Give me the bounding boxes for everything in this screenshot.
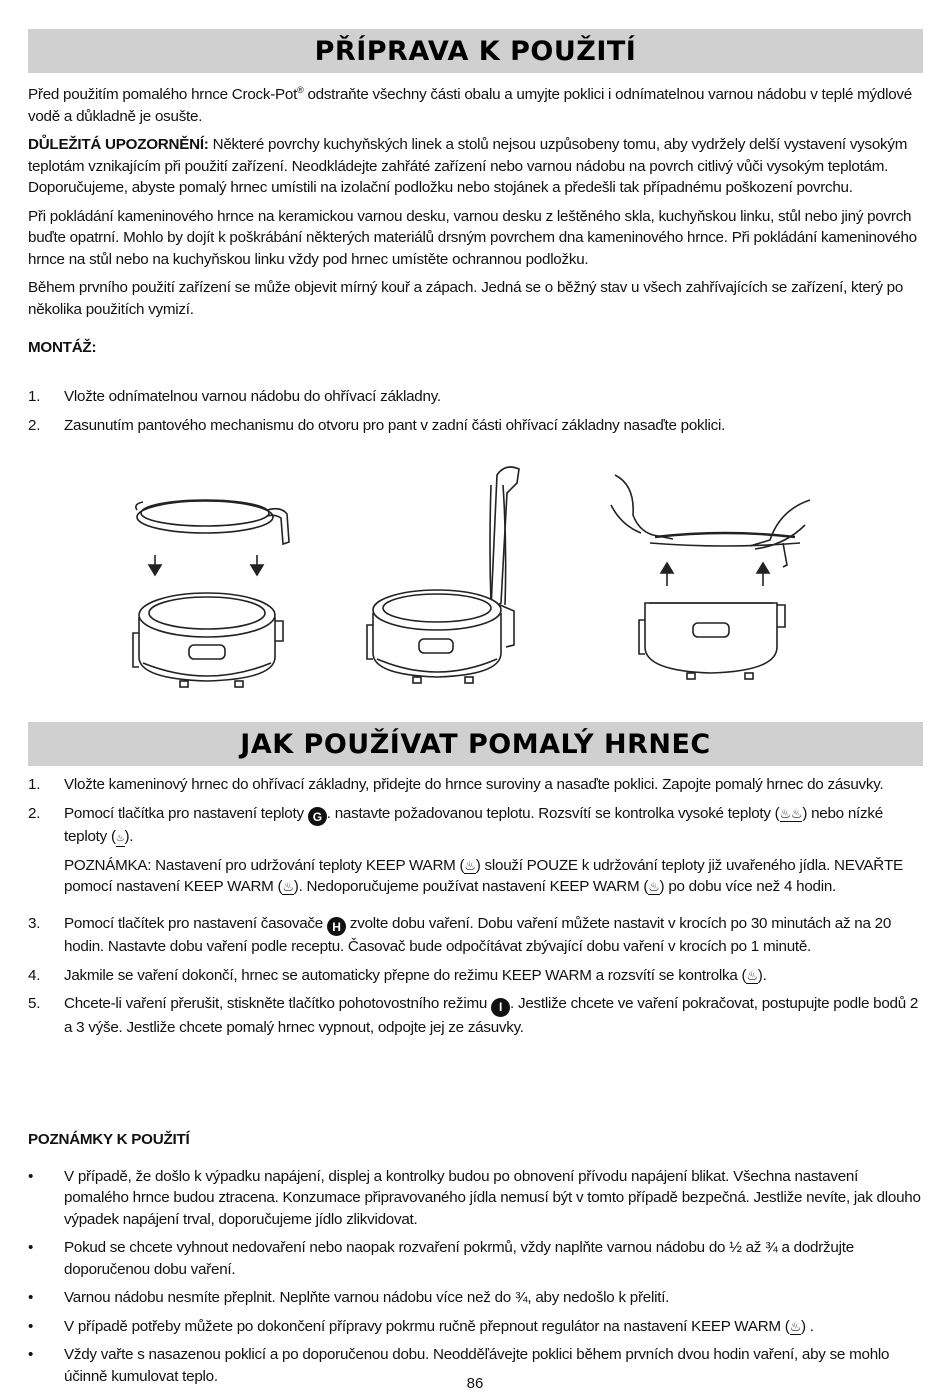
step-number: 1. — [28, 776, 41, 793]
page-number: 86 — [466, 1375, 484, 1392]
step-text: Jakmile se vaření dokončí, hrnec se automaticky přepne do režimu KEEP WARM a rozsvítí se kontrolka ( — [64, 966, 747, 984]
step-text: Zasunutím pantového mechanismu do otvoru pro pant v zadní části ohřívací základny nasaďte poklici. — [64, 416, 726, 434]
intro-text-b: odstraňte všechny části obalu a umyjte poklici i odnímatelnou varnou nádobu v teplé mýdlové vodě a důkladně je osušte. — [28, 86, 912, 125]
note-text: ) slouží POUZE k udržování teploty již uvařeného jídla. NEVAŘTE pomocí nastavení KEEP WARM ( — [64, 856, 903, 895]
bullet-text: V případě, že došlo k výpadku napájení, displej a kontrolky budou po obnovení přívodu napájení blikat. Všechna nastavení pomalého hrnce budou ztracena. Konzumace připravovaného jídla nemusí být v tomto případě bezpečná. Jestliže nevíte, jak dlouho výpadek napájení trval, doporučujeme jídlo zlikvidovat. — [64, 1167, 921, 1228]
step-number: 2. — [28, 416, 41, 434]
keep-warm-icon: ♨ — [464, 857, 476, 873]
step-text: Chcete-li vaření přerušit, stiskněte tlačítko pohotovostního režimu — [64, 995, 492, 1013]
section1-body — [28, 80, 923, 359]
step-number: 4. — [28, 966, 41, 984]
high-heat-icon: ♨♨ — [779, 805, 803, 821]
bullet-text: ) . — [801, 1317, 814, 1335]
keep-warm-note — [28, 855, 923, 898]
bullet-mark: • — [28, 1317, 34, 1335]
step-number: 3. — [28, 914, 41, 932]
note-bullet — [28, 1237, 923, 1280]
illustration-lid-removal — [605, 455, 820, 700]
low-heat-icon: ♨ — [116, 832, 125, 847]
assembly-step — [28, 415, 923, 437]
intro-text-a: Před použitím pomalého hrnce Crock-Pot — [28, 86, 298, 104]
step-text: . Jestliže chcete ve vaření pokračovat, postupujte podle bodů 2 a 3 výše. Jestliže chcete pomalý hrnec vypnout, odpojte jej ze zásuvky. — [64, 995, 919, 1036]
note-text: POZNÁMKA: Nastavení pro udržování teploty KEEP WARM ( — [64, 856, 465, 874]
usage-step-1 — [28, 774, 923, 796]
keep-warm-icon: ♨ — [648, 879, 660, 894]
section-title-preparation: PŘÍPRAVA K POUŽITÍ — [28, 29, 923, 73]
step-text: . nastavte požadovanou teplotu. Rozsvítí se kontrolka vysoké teploty ( — [326, 804, 780, 822]
keep-warm-icon: ♨ — [789, 1318, 801, 1334]
assembly-list — [28, 386, 923, 436]
keep-warm-icon: ♨ — [282, 879, 294, 894]
step-text: Pomocí tlačítka pro nastavení teploty — [64, 804, 308, 822]
step-number: 2. — [28, 804, 41, 822]
step-text: ). — [124, 828, 134, 845]
step-text: Pomocí tlačítek pro nastavení časovače — [64, 914, 327, 932]
bullet-text: Pokud se chcete vyhnout nedovaření nebo naopak rozvaření pokrmů, vždy naplňte varnou nádobu do ½ až ¾ a dodržujte doporučenou dobu vaření. — [64, 1239, 854, 1278]
bullet-text: Varnou nádobu nesmíte přeplnit. Neplňte varnou nádobu více než do ¾, aby nedošlo k přelití. — [64, 1289, 670, 1307]
ceramic-paragraph: Při pokládání kameninového hrnce na keramickou varnou desku, varnou desku z leštěného skla, kuchyňskou linku, stůl nebo jiný povrch buďte opatrní. Mohlo by dojít k poškrábání některých materiálů drsným povrchem dna kameninového hrnce. Při pokládání kameninového hrnce na stůl nebo na kuchyňskou linku vždy pod hrnec umístěte ochrannou podložku. — [28, 207, 917, 268]
usage-step-4 — [28, 965, 923, 987]
note-bullet — [28, 1316, 923, 1338]
note-text: ) po dobu více než 4 hodin. — [659, 878, 837, 895]
note-bullet — [28, 1166, 923, 1231]
section-title-usage: JAK POUŽÍVAT POMALÝ HRNEC — [28, 722, 923, 766]
illustration-hinged-lid — [365, 455, 540, 700]
step-text: ). — [757, 966, 767, 984]
bullet-mark: • — [28, 1289, 34, 1307]
standby-button-badge: I — [491, 998, 510, 1017]
step-text: Vložte odnímatelnou varnou nádobu do ohřívací základny. — [64, 388, 441, 405]
intro-paragraph — [28, 80, 923, 127]
step-text: Vložte kameninový hrnec do ohřívací základny, přidejte do hrnce suroviny a nasaďte poklici. Zapojte pomalý hrnec do zásuvky. — [64, 776, 884, 793]
bullet-text: V případě potřeby můžete po dokončení přípravy pokrmu ručně přepnout regulátor na nastavení KEEP WARM ( — [64, 1317, 790, 1335]
assembly-heading: MONTÁŽ: — [28, 339, 97, 357]
temperature-button-badge: G — [308, 807, 327, 826]
illustration-lid-placement — [125, 455, 305, 700]
step-text: ) nebo nízké teploty ( — [64, 804, 883, 845]
warning-paragraph — [28, 134, 923, 199]
smoke-paragraph: Během prvního použití zařízení se může objevit mírný kouř a zápach. Jedná se o běžný stav u všech zahřívajících se zařízení, který po několika použitích vymizí. — [28, 279, 904, 318]
usage-step-5 — [28, 993, 923, 1038]
registered-mark: ® — [297, 85, 304, 95]
bullet-text: Vždy vařte s nasazenou poklicí a po doporučenou dobu. Neodděľávejte poklici během prvních dvou hodin vaření, aby se mohlo účinně kumulovat teplo. — [64, 1346, 890, 1385]
bullet-mark: • — [28, 1167, 34, 1185]
warning-label: DŮLEŽITÁ UPOZORNĚNÍ: — [28, 136, 209, 154]
usage-step-3 — [28, 913, 923, 958]
usage-step-2 — [28, 803, 923, 848]
note-text: ). Nedoporučujeme používat nastavení KEEP WARM ( — [293, 878, 649, 895]
usage-notes-heading: POZNÁMKY K POUŽITÍ — [28, 1131, 190, 1149]
keep-warm-icon: ♨ — [746, 967, 758, 983]
warning-text: Některé povrchy kuchyňských linek a stolů nejsou uzpůsobeny tomu, aby vydržely delší vystavení vysokým teplotám vznikajícím při použití zařízení. Neodkládejte zahřáté zařízení nebo varnou nádobu na povrch citlivý vůči vysokým teplotám. Doporučujeme, abyste pomalý hrnec umístili na izolační podložku nebo stojánek a předešli tak případnému poškození povrchu. — [28, 136, 908, 197]
bullet-mark: • — [28, 1239, 34, 1257]
timer-button-badge: H — [327, 917, 346, 936]
note-bullet — [28, 1287, 923, 1309]
step-number: 5. — [28, 995, 41, 1013]
step-number: 1. — [28, 388, 41, 405]
usage-notes — [28, 1114, 923, 1387]
assembly-step — [28, 386, 923, 408]
bullet-mark: • — [28, 1346, 34, 1364]
usage-steps-list — [28, 774, 923, 1038]
step-text: zvolte dobu vaření. Dobu vaření můžete nastavit v krocích po 30 minutách až na 20 hodin. Nastavte dobu vaření podle receptu. Časovač bude odpočítávat zbývající dobu vaření v krocích po 1 minutě. — [64, 914, 892, 956]
